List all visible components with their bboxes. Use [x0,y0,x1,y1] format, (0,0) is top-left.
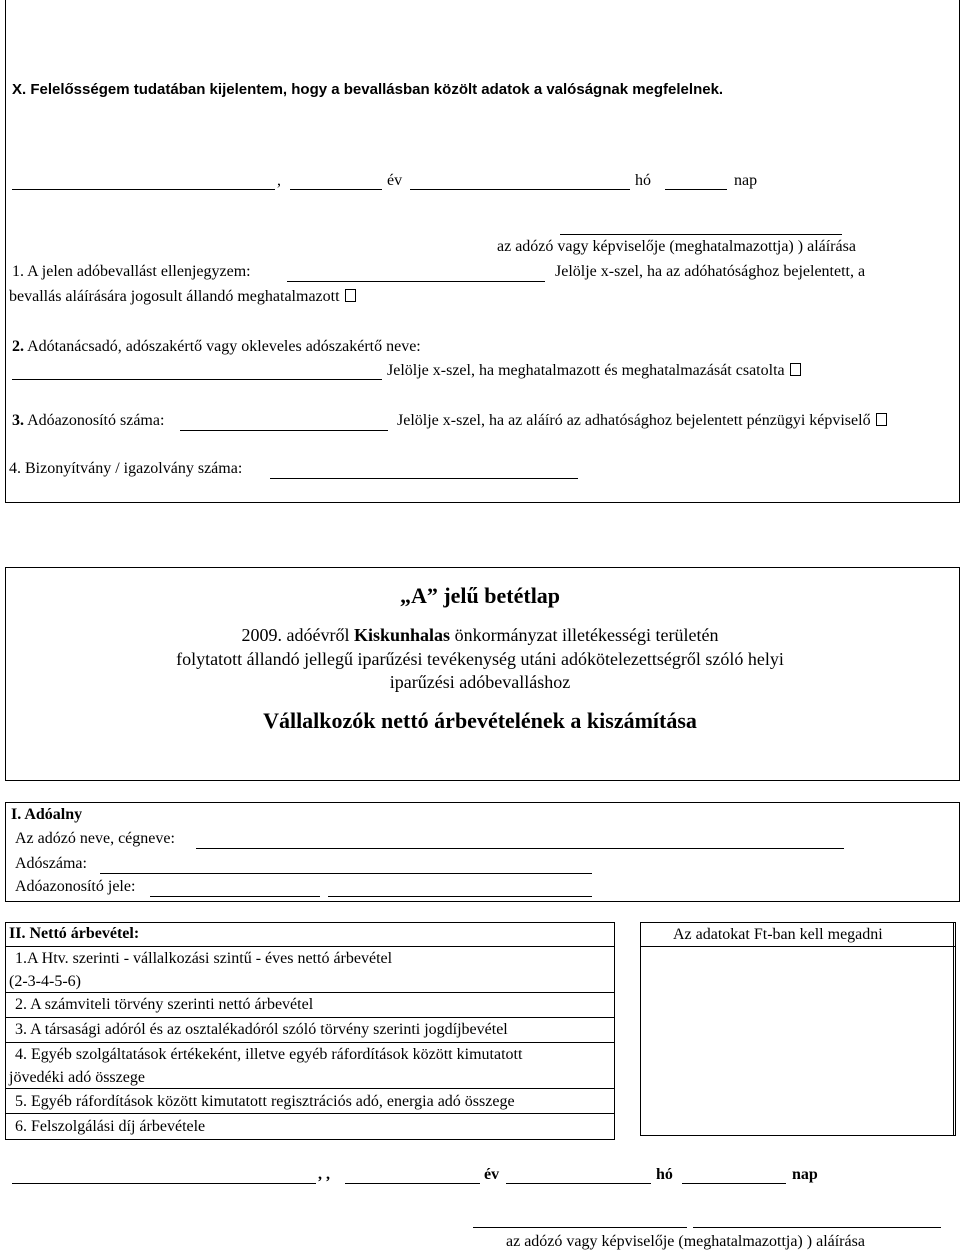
footer-separator: , , [318,1166,330,1183]
revenue-heading: II. Nettó árbevétel: [9,925,140,942]
item4-line [270,478,578,479]
footer-signature-line1 [473,1227,687,1228]
date-separator: , [277,172,281,189]
item3-line [180,430,388,431]
taxpayer-id-label: Adóazonosító jele: [15,878,136,895]
taxpayer-number-label: Adószáma: [15,855,87,872]
date-place-line [12,189,275,190]
year-label: év [387,172,403,189]
sheet-line1b: önkormányzat illetékességi területén [454,625,719,645]
item4-label: 4. Bizonyítvány / igazolvány száma: [9,460,243,477]
item3-check-text: Jelölje x-szel, ha az aláíró az adhatósághoz bejelentett pénzügyi képviselő [397,412,871,429]
declaration-statement: X. Felelősségem tudatában kijelentem, hogy a bevallásban közölt adatok a valóságnak megfelelnek. [12,81,724,98]
taxpayer-box [5,802,960,902]
sheet-city: Kiskunhalas [354,625,451,645]
item2-label: Adótanácsadó, adószakértő vagy okleveles adószakértő neve: [27,338,421,355]
sheet-line1a: adóévről [286,625,350,645]
signature-label: az adózó vagy képviselője (meghatalmazottja) ) aláírása [497,238,856,255]
taxpayer-heading: I. Adóalny [11,806,83,823]
footer-month-line [506,1183,651,1184]
footer-signature-label: az adózó vagy képviselője (meghatalmazottja) ) aláírása [506,1233,865,1250]
sheet-line3: iparűzési adóbevalláshoz [389,672,571,692]
revenue-row-4-l1: 4. Egyéb szolgáltatások értékeként, illetve egyéb ráfordítások között kimutatott [15,1046,523,1063]
month-label: hó [635,172,651,189]
footer-year-label: év [484,1166,500,1183]
date-day-line [665,189,727,190]
item2-checkbox[interactable] [790,363,801,376]
taxpayer-number-line [100,873,592,874]
revenue-row-3-l1: 3. A társasági adóról és az osztalékadóról szóló törvény szerinti jogdíjbevétel [15,1021,508,1038]
item1-cont-text: bevallás aláírására jogosult állandó meghatalmazott [9,288,340,305]
date-year-line [290,189,382,190]
item2-number: 2. [12,338,24,355]
item1-continuation [9,289,356,305]
signature-line [560,234,842,235]
day-label: nap [734,172,758,189]
taxpayer-id-line1 [150,896,320,897]
item3-label: Adóazonosító száma: [27,412,165,429]
item1-checkbox[interactable] [345,289,356,302]
footer-day-label: nap [792,1166,818,1183]
amount-column[interactable] [640,922,956,1136]
item2-name-line [12,379,382,380]
item2-label-row [12,339,421,355]
date-month-line [410,189,630,190]
footer-signature-line2 [693,1227,941,1228]
amount-column-border-right [953,922,954,1136]
amount-note: Az adatokat Ft-ban kell megadni [673,926,883,943]
footer-place-line [12,1183,316,1184]
amount-header-line [640,946,956,947]
sheet-title: „A” jelű betétlap [399,583,561,608]
taxpayer-name-label: Az adózó neve, cégneve: [15,830,175,847]
footer-year-line [345,1183,480,1184]
revenue-row-2-l1: 2. A számviteli törvény szerinti nettó árbevétel [15,996,314,1013]
item1-label: 1. A jelen adóbevallást ellenjegyzem: [12,263,251,280]
item3-check-row [397,413,887,429]
footer-day-line [682,1183,786,1184]
item1-line [287,281,545,282]
item1-check-text: Jelölje x-szel, ha az adóhatósághoz bejelentett, a [555,263,866,280]
item2-check-row [387,363,801,379]
revenue-row-6-l1: 6. Felszolgálási díj árbevétele [15,1118,206,1135]
taxpayer-id-line2 [328,896,592,897]
item3-checkbox[interactable] [876,413,887,426]
revenue-row-4-l2: jövedéki adó összege [9,1069,145,1086]
sheet-line2: folytatott állandó jellegű iparűzési tevékenység utáni adókötelezettségről szóló helyi [176,649,784,669]
revenue-row-1-l2: (2-3-4-5-6) [9,973,81,990]
revenue-row-1-l1: 1.A Htv. szerinti - vállalkozási szintű - éves nettó árbevétel [15,950,393,967]
revenue-row-5-l1: 5. Egyéb ráfordítások között kimutatott regisztrációs adó, energia adó összege [15,1093,515,1110]
footer-month-label: hó [656,1166,673,1183]
sheet-subtitle: Vállalkozók nettó árbevételének a kiszámítása [263,708,697,733]
sheet-year: 2009. [241,625,283,645]
item3-label-row [12,413,164,429]
sheet-line1 [0,626,960,644]
item2-check-text: Jelölje x-szel, ha meghatalmazott és meghatalmazását csatolta [387,362,785,379]
item3-number: 3. [12,412,24,429]
taxpayer-name-line [196,848,844,849]
